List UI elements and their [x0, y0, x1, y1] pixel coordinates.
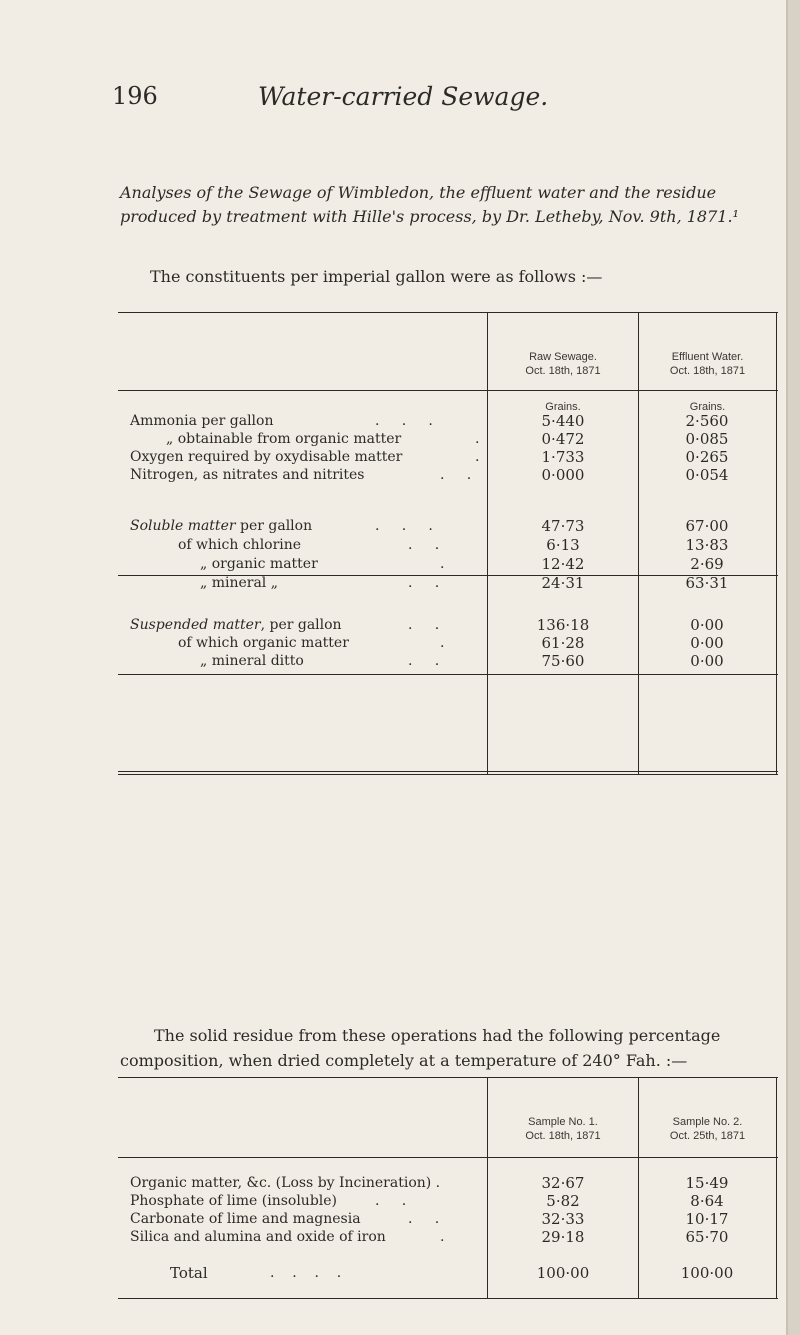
table-cell: 6·13 [546, 536, 580, 554]
row-label: Carbonate of lime and magnesia [130, 1211, 361, 1227]
table-cell: 0·054 [685, 466, 729, 484]
table-caption: Analyses of the Sewage of Wimbledon, the effluent water and the residue produced by treatment with Hille's process, by Dr. Letheby, Nov. 9th, 1871.¹ [120, 183, 739, 226]
table-cell: 65·70 [685, 1228, 729, 1246]
col-raw-sewage: Raw Sewage. Oct. 18th, 1871 [525, 351, 601, 377]
row-label: „ organic matter [200, 556, 318, 572]
table-cell: 10·17 [685, 1210, 729, 1228]
table-cell: 12·42 [541, 555, 585, 573]
page-edge-shadow [786, 0, 788, 1335]
table-cell: 61·28 [541, 634, 585, 652]
table-cell: 2·69 [690, 555, 724, 573]
row-label: Silica and alumina and oxide of iron [130, 1229, 386, 1245]
row-label: Ammonia per gallon [130, 413, 274, 429]
table-cell: 8·64 [690, 1192, 724, 1210]
col-sample-2: Sample No. 2. Oct. 25th, 1871 [669, 1116, 746, 1142]
unit-label: Grains. [689, 401, 726, 413]
page-edge [788, 0, 800, 1335]
row-label: „ mineral ditto [200, 653, 304, 669]
table-cell: 75·60 [541, 652, 585, 670]
row-label: „ mineral „ [200, 575, 278, 591]
table-cell: 29·18 [541, 1228, 585, 1246]
unit-label: Grains. [545, 401, 581, 413]
body-paragraph: The solid residue from these operations had the following percentage composition, when dried completely at a temperature of 240° Fah. :— [120, 1026, 721, 1070]
row-label: of which chlorine [178, 537, 302, 553]
table-cell: 15·49 [685, 1174, 729, 1192]
table-cell: 13·83 [685, 536, 729, 554]
row-label-total: Total [170, 1264, 208, 1282]
table-cell: 2·560 [685, 412, 729, 430]
table-cell: 32·33 [541, 1210, 585, 1228]
table-cell: 136·18 [536, 616, 590, 634]
col-effluent-water: Effluent Water. Oct. 18th, 1871 [669, 351, 746, 377]
running-title: Water-carried Sewage. [258, 82, 549, 111]
table-cell: 24·31 [541, 574, 585, 592]
row-label: of which organic matter [178, 635, 349, 651]
table-cell-total: 100·00 [680, 1264, 734, 1282]
table-cell: 1·733 [541, 448, 585, 466]
table-cell: 0·472 [541, 430, 585, 448]
table-cell: 0·085 [685, 430, 729, 448]
table-cell: 0·000 [541, 466, 585, 484]
table-cell: 47·73 [541, 517, 585, 535]
table-cell: 0·00 [690, 616, 724, 634]
page-number: 196 [112, 82, 158, 110]
table-cell: 0·00 [690, 634, 724, 652]
table-cell: 0·00 [690, 652, 724, 670]
row-label: Organic matter, &c. (Loss by Incineration) . [130, 1175, 441, 1191]
table-cell: 63·31 [685, 574, 729, 592]
table-cell: 0·265 [685, 448, 729, 466]
row-label: Phosphate of lime (insoluble) [130, 1193, 338, 1209]
row-label: Soluble matter per gallon [130, 518, 313, 534]
col-sample-1: Sample No. 1. Oct. 18th, 1871 [525, 1116, 601, 1142]
book-page: 196 Water-carried Sewage. Analyses of the Sewage of Wimbledon, the effluent water and the residue produced by treatment with Hille's process, by Dr. Letheby, Nov. 9th, 1871.¹ The constituents per imperial gallon were as follows :— Raw Sewage. Oct. 18th, 1871 Effluent Water. Oct. 18th, 1871 Grains. Grains. Ammonia per gallon . . . 5·440 2·560 „ obtainable from organic matter . 0·472 0·085 Oxygen required by oxydisable matter . 1·733 0·265 Nitrogen, as nitrates and nitrites . . 0·000 0·054 Soluble matter per gallon . . . 47·73 67·00 of which chlorine . . 6·13 13·83 „ organic matter . 12·42 2·69 „ mineral „ . . 24·31 63·31 Suspended matter, per gallon . . 136·18 0·00 of which organic matter . 61·28 0·00 „ mineral ditto . . 75·60 0·00 The solid residue from these operations had the following percentage composition, when dried completely at a temperature of 240° Fah. :— Sample No. 1. Oct. 18th, 1871 Sample No. 2. Oct. 25th, 1871 Organic matter, &c. (Loss by Incineration) . 32·67 15·49 Phosphate of lime (insoluble) . . 5·82 8·64 Carbonate of lime and magnesia . . 32·33 10·17 Silica and alumina and oxide of iron . 29·18 65·70 Total . . . . 100·00 100·00 [0, 0, 800, 1335]
row-label: „ obtainable from organic matter [166, 431, 402, 447]
row-label: Nitrogen, as nitrates and nitrites [130, 467, 365, 483]
table-cell: 67·00 [685, 517, 729, 535]
table-cell: 5·440 [541, 412, 585, 430]
table-cell-total: 100·00 [536, 1264, 590, 1282]
table-cell: 5·82 [546, 1192, 580, 1210]
intro-text: The constituents per imperial gallon were as follows :— [150, 267, 603, 286]
row-label: Suspended matter, per gallon [130, 617, 342, 633]
table-cell: 32·67 [541, 1174, 585, 1192]
row-label: Oxygen required by oxydisable matter [130, 449, 403, 465]
